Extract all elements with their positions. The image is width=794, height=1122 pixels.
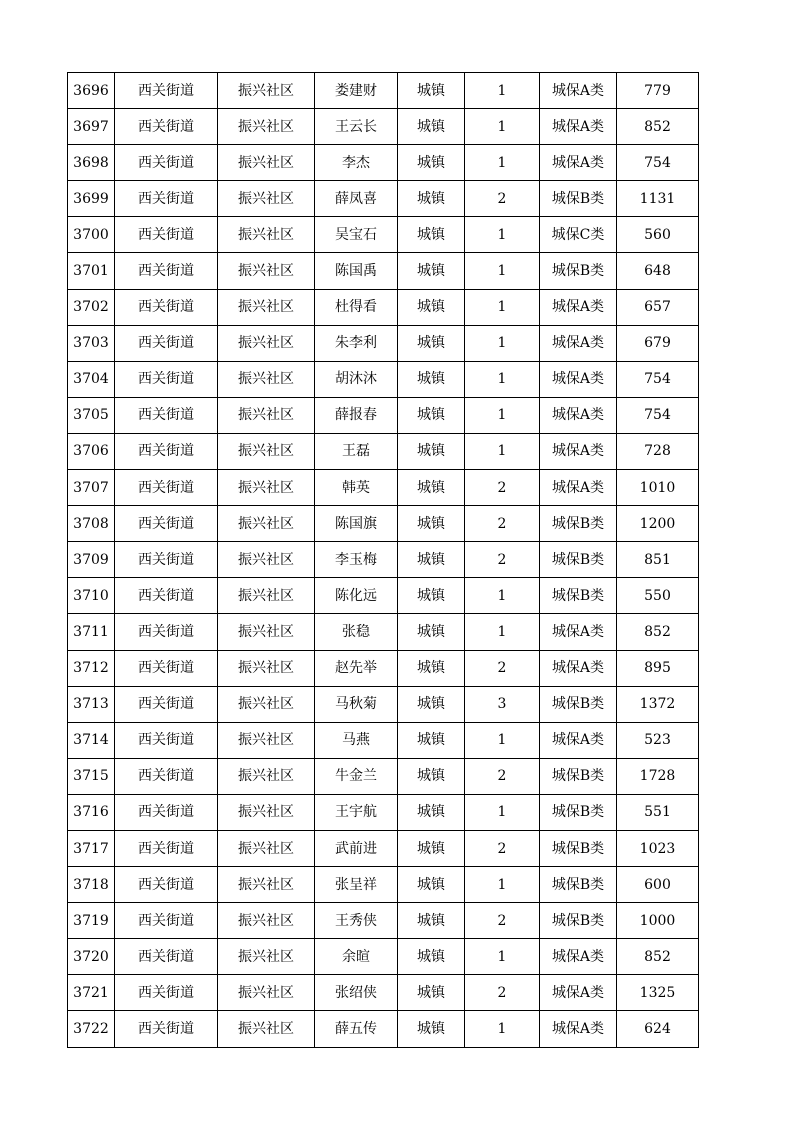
amount-cell: 679 [617, 325, 699, 361]
insurance-type-cell: 城保B类 [540, 830, 617, 866]
serial-number-cell: 3707 [68, 470, 115, 506]
community-cell: 振兴社区 [218, 830, 315, 866]
name-cell: 薛五传 [315, 1011, 398, 1047]
name-cell: 张绍侠 [315, 975, 398, 1011]
street-cell: 西关街道 [115, 506, 218, 542]
table-row [68, 73, 699, 109]
amount-cell: 851 [617, 542, 699, 578]
serial-number-cell: 3697 [68, 109, 115, 145]
serial-number-cell: 3700 [68, 217, 115, 253]
insurance-type-cell: 城保A类 [540, 433, 617, 469]
name-cell: 薛凤喜 [315, 181, 398, 217]
household-size-cell: 1 [465, 73, 540, 109]
serial-number-cell: 3706 [68, 433, 115, 469]
category-cell: 城镇 [398, 758, 465, 794]
serial-number-cell: 3717 [68, 830, 115, 866]
community-cell: 振兴社区 [218, 722, 315, 758]
table-row [68, 325, 699, 361]
amount-cell: 1728 [617, 758, 699, 794]
insurance-type-cell: 城保B类 [540, 758, 617, 794]
household-size-cell: 1 [465, 794, 540, 830]
household-size-cell: 1 [465, 361, 540, 397]
category-cell: 城镇 [398, 794, 465, 830]
name-cell: 王云长 [315, 109, 398, 145]
insurance-type-cell: 城保B类 [540, 506, 617, 542]
insurance-type-cell: 城保A类 [540, 1011, 617, 1047]
street-cell: 西关街道 [115, 867, 218, 903]
insurance-type-cell: 城保B类 [540, 794, 617, 830]
insurance-type-cell: 城保A类 [540, 939, 617, 975]
street-cell: 西关街道 [115, 686, 218, 722]
category-cell: 城镇 [398, 975, 465, 1011]
amount-cell: 550 [617, 578, 699, 614]
category-cell: 城镇 [398, 397, 465, 433]
amount-cell: 852 [617, 614, 699, 650]
category-cell: 城镇 [398, 325, 465, 361]
category-cell: 城镇 [398, 867, 465, 903]
household-size-cell: 2 [465, 975, 540, 1011]
table-row [68, 903, 699, 939]
street-cell: 西关街道 [115, 578, 218, 614]
category-cell: 城镇 [398, 289, 465, 325]
community-cell: 振兴社区 [218, 758, 315, 794]
serial-number-cell: 3705 [68, 397, 115, 433]
community-cell: 振兴社区 [218, 686, 315, 722]
insurance-type-cell: 城保A类 [540, 722, 617, 758]
insurance-type-cell: 城保A类 [540, 145, 617, 181]
street-cell: 西关街道 [115, 145, 218, 181]
insurance-type-cell: 城保B类 [540, 867, 617, 903]
household-size-cell: 2 [465, 506, 540, 542]
name-cell: 李玉梅 [315, 542, 398, 578]
serial-number-cell: 3719 [68, 903, 115, 939]
insurance-type-cell: 城保A类 [540, 397, 617, 433]
category-cell: 城镇 [398, 470, 465, 506]
household-size-cell: 1 [465, 578, 540, 614]
amount-cell: 1325 [617, 975, 699, 1011]
street-cell: 西关街道 [115, 650, 218, 686]
street-cell: 西关街道 [115, 433, 218, 469]
serial-number-cell: 3718 [68, 867, 115, 903]
household-size-cell: 2 [465, 650, 540, 686]
amount-cell: 648 [617, 253, 699, 289]
street-cell: 西关街道 [115, 181, 218, 217]
amount-cell: 1023 [617, 830, 699, 866]
community-cell: 振兴社区 [218, 145, 315, 181]
category-cell: 城镇 [398, 650, 465, 686]
household-size-cell: 1 [465, 289, 540, 325]
household-size-cell: 1 [465, 614, 540, 650]
table-row [68, 253, 699, 289]
community-cell: 振兴社区 [218, 1011, 315, 1047]
category-cell: 城镇 [398, 506, 465, 542]
name-cell: 余暄 [315, 939, 398, 975]
serial-number-cell: 3721 [68, 975, 115, 1011]
street-cell: 西关街道 [115, 758, 218, 794]
street-cell: 西关街道 [115, 903, 218, 939]
serial-number-cell: 3713 [68, 686, 115, 722]
name-cell: 朱李利 [315, 325, 398, 361]
street-cell: 西关街道 [115, 253, 218, 289]
street-cell: 西关街道 [115, 794, 218, 830]
name-cell: 陈国禹 [315, 253, 398, 289]
table-row [68, 614, 699, 650]
community-cell: 振兴社区 [218, 506, 315, 542]
amount-cell: 852 [617, 939, 699, 975]
insurance-type-cell: 城保B类 [540, 903, 617, 939]
table-row [68, 830, 699, 866]
amount-cell: 657 [617, 289, 699, 325]
amount-cell: 728 [617, 433, 699, 469]
amount-cell: 754 [617, 145, 699, 181]
household-size-cell: 1 [465, 109, 540, 145]
category-cell: 城镇 [398, 253, 465, 289]
serial-number-cell: 3716 [68, 794, 115, 830]
community-cell: 振兴社区 [218, 650, 315, 686]
street-cell: 西关街道 [115, 397, 218, 433]
table-row [68, 939, 699, 975]
table-row [68, 686, 699, 722]
serial-number-cell: 3704 [68, 361, 115, 397]
serial-number-cell: 3698 [68, 145, 115, 181]
table-row [68, 1011, 699, 1047]
name-cell: 杜得看 [315, 289, 398, 325]
household-size-cell: 1 [465, 397, 540, 433]
category-cell: 城镇 [398, 578, 465, 614]
name-cell: 陈化远 [315, 578, 398, 614]
serial-number-cell: 3714 [68, 722, 115, 758]
street-cell: 西关街道 [115, 975, 218, 1011]
table-row [68, 758, 699, 794]
name-cell: 王磊 [315, 433, 398, 469]
category-cell: 城镇 [398, 542, 465, 578]
street-cell: 西关街道 [115, 73, 218, 109]
street-cell: 西关街道 [115, 614, 218, 650]
name-cell: 马秋菊 [315, 686, 398, 722]
amount-cell: 852 [617, 109, 699, 145]
name-cell: 李杰 [315, 145, 398, 181]
serial-number-cell: 3715 [68, 758, 115, 794]
category-cell: 城镇 [398, 830, 465, 866]
category-cell: 城镇 [398, 686, 465, 722]
household-size-cell: 2 [465, 758, 540, 794]
serial-number-cell: 3710 [68, 578, 115, 614]
street-cell: 西关街道 [115, 325, 218, 361]
insurance-type-cell: 城保B类 [540, 181, 617, 217]
insurance-type-cell: 城保A类 [540, 325, 617, 361]
household-size-cell: 2 [465, 470, 540, 506]
table-row [68, 361, 699, 397]
roster-body [68, 73, 699, 1048]
table-row [68, 470, 699, 506]
insurance-type-cell: 城保A类 [540, 289, 617, 325]
name-cell: 牛金兰 [315, 758, 398, 794]
community-cell: 振兴社区 [218, 542, 315, 578]
amount-cell: 1000 [617, 903, 699, 939]
household-size-cell: 2 [465, 542, 540, 578]
street-cell: 西关街道 [115, 217, 218, 253]
category-cell: 城镇 [398, 217, 465, 253]
serial-number-cell: 3711 [68, 614, 115, 650]
insurance-type-cell: 城保B类 [540, 578, 617, 614]
community-cell: 振兴社区 [218, 253, 315, 289]
amount-cell: 624 [617, 1011, 699, 1047]
table-row [68, 542, 699, 578]
household-size-cell: 1 [465, 867, 540, 903]
insurance-type-cell: 城保B类 [540, 542, 617, 578]
street-cell: 西关街道 [115, 470, 218, 506]
name-cell: 武前进 [315, 830, 398, 866]
community-cell: 振兴社区 [218, 325, 315, 361]
household-size-cell: 1 [465, 1011, 540, 1047]
category-cell: 城镇 [398, 145, 465, 181]
serial-number-cell: 3702 [68, 289, 115, 325]
serial-number-cell: 3712 [68, 650, 115, 686]
household-size-cell: 1 [465, 325, 540, 361]
insurance-type-cell: 城保A类 [540, 614, 617, 650]
amount-cell: 560 [617, 217, 699, 253]
community-cell: 振兴社区 [218, 181, 315, 217]
amount-cell: 779 [617, 73, 699, 109]
name-cell: 张稳 [315, 614, 398, 650]
serial-number-cell: 3696 [68, 73, 115, 109]
serial-number-cell: 3709 [68, 542, 115, 578]
category-cell: 城镇 [398, 1011, 465, 1047]
street-cell: 西关街道 [115, 722, 218, 758]
amount-cell: 600 [617, 867, 699, 903]
category-cell: 城镇 [398, 181, 465, 217]
insurance-type-cell: 城保B类 [540, 686, 617, 722]
table-row [68, 722, 699, 758]
household-size-cell: 2 [465, 830, 540, 866]
name-cell: 马燕 [315, 722, 398, 758]
roster-table [67, 72, 699, 1048]
name-cell: 娄建财 [315, 73, 398, 109]
street-cell: 西关街道 [115, 830, 218, 866]
community-cell: 振兴社区 [218, 470, 315, 506]
table-row [68, 506, 699, 542]
household-size-cell: 2 [465, 181, 540, 217]
insurance-type-cell: 城保A类 [540, 361, 617, 397]
table-row [68, 397, 699, 433]
community-cell: 振兴社区 [218, 73, 315, 109]
name-cell: 吴宝石 [315, 217, 398, 253]
name-cell: 赵先举 [315, 650, 398, 686]
community-cell: 振兴社区 [218, 433, 315, 469]
household-size-cell: 1 [465, 722, 540, 758]
community-cell: 振兴社区 [218, 939, 315, 975]
community-cell: 振兴社区 [218, 975, 315, 1011]
insurance-type-cell: 城保A类 [540, 470, 617, 506]
name-cell: 王秀侠 [315, 903, 398, 939]
name-cell: 王宇航 [315, 794, 398, 830]
category-cell: 城镇 [398, 109, 465, 145]
category-cell: 城镇 [398, 614, 465, 650]
street-cell: 西关街道 [115, 361, 218, 397]
household-size-cell: 3 [465, 686, 540, 722]
community-cell: 振兴社区 [218, 397, 315, 433]
table-row [68, 433, 699, 469]
category-cell: 城镇 [398, 722, 465, 758]
household-size-cell: 2 [465, 903, 540, 939]
name-cell: 陈国旗 [315, 506, 398, 542]
category-cell: 城镇 [398, 433, 465, 469]
community-cell: 振兴社区 [218, 109, 315, 145]
table-row [68, 181, 699, 217]
street-cell: 西关街道 [115, 1011, 218, 1047]
serial-number-cell: 3703 [68, 325, 115, 361]
insurance-type-cell: 城保B类 [540, 253, 617, 289]
name-cell: 薛报春 [315, 397, 398, 433]
name-cell: 胡沐沐 [315, 361, 398, 397]
insurance-type-cell: 城保A类 [540, 650, 617, 686]
table-row [68, 975, 699, 1011]
name-cell: 韩英 [315, 470, 398, 506]
community-cell: 振兴社区 [218, 289, 315, 325]
category-cell: 城镇 [398, 73, 465, 109]
table-row [68, 109, 699, 145]
amount-cell: 1200 [617, 506, 699, 542]
amount-cell: 895 [617, 650, 699, 686]
name-cell: 张呈祥 [315, 867, 398, 903]
table-row [68, 867, 699, 903]
insurance-type-cell: 城保C类 [540, 217, 617, 253]
table-row [68, 145, 699, 181]
community-cell: 振兴社区 [218, 217, 315, 253]
household-size-cell: 1 [465, 145, 540, 181]
table-row [68, 794, 699, 830]
community-cell: 振兴社区 [218, 794, 315, 830]
community-cell: 振兴社区 [218, 578, 315, 614]
serial-number-cell: 3708 [68, 506, 115, 542]
household-size-cell: 1 [465, 217, 540, 253]
community-cell: 振兴社区 [218, 614, 315, 650]
community-cell: 振兴社区 [218, 867, 315, 903]
street-cell: 西关街道 [115, 289, 218, 325]
insurance-type-cell: 城保A类 [540, 73, 617, 109]
household-size-cell: 1 [465, 433, 540, 469]
street-cell: 西关街道 [115, 109, 218, 145]
amount-cell: 754 [617, 397, 699, 433]
community-cell: 振兴社区 [218, 361, 315, 397]
category-cell: 城镇 [398, 903, 465, 939]
serial-number-cell: 3722 [68, 1011, 115, 1047]
household-size-cell: 1 [465, 939, 540, 975]
table-row [68, 217, 699, 253]
serial-number-cell: 3701 [68, 253, 115, 289]
amount-cell: 1131 [617, 181, 699, 217]
table-row [68, 650, 699, 686]
street-cell: 西关街道 [115, 542, 218, 578]
table-row [68, 289, 699, 325]
insurance-type-cell: 城保A类 [540, 109, 617, 145]
household-size-cell: 1 [465, 253, 540, 289]
amount-cell: 1372 [617, 686, 699, 722]
category-cell: 城镇 [398, 361, 465, 397]
serial-number-cell: 3699 [68, 181, 115, 217]
table-row [68, 578, 699, 614]
street-cell: 西关街道 [115, 939, 218, 975]
amount-cell: 754 [617, 361, 699, 397]
amount-cell: 523 [617, 722, 699, 758]
serial-number-cell: 3720 [68, 939, 115, 975]
community-cell: 振兴社区 [218, 903, 315, 939]
amount-cell: 551 [617, 794, 699, 830]
insurance-type-cell: 城保A类 [540, 975, 617, 1011]
category-cell: 城镇 [398, 939, 465, 975]
amount-cell: 1010 [617, 470, 699, 506]
